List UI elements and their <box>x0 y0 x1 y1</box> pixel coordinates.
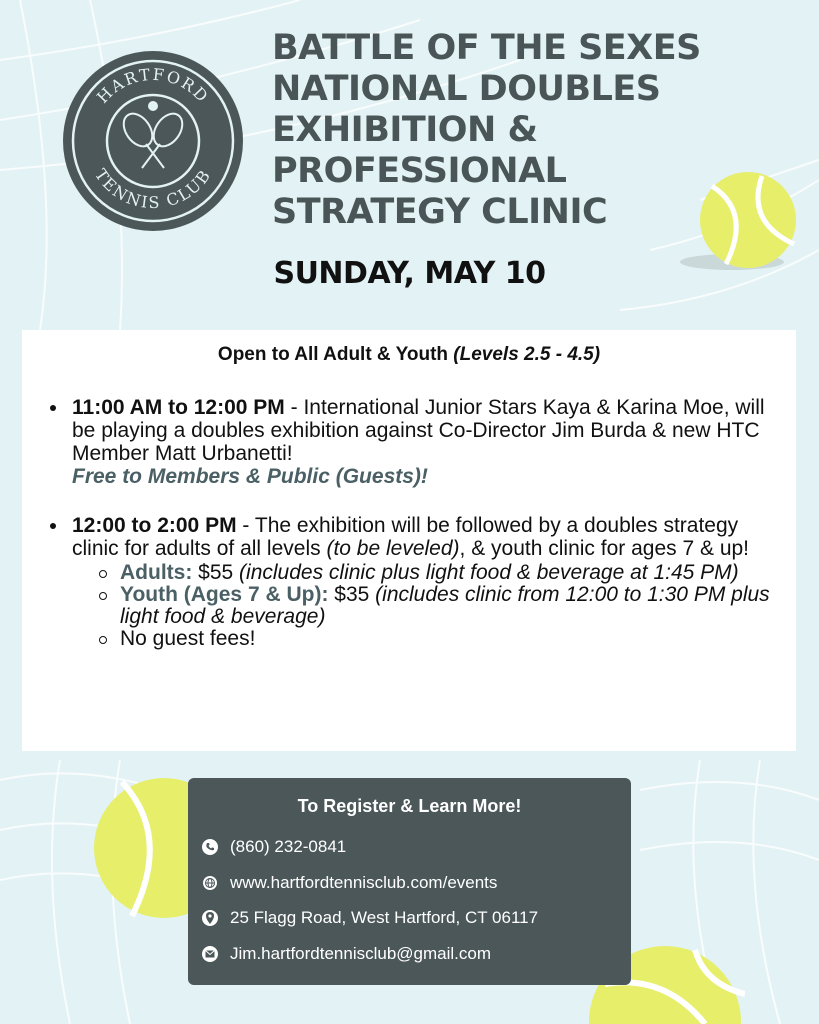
sub-bullet <box>99 592 107 600</box>
sub-detail: (includes clinic plus light food & beverage at 1:45 PM) <box>239 561 739 584</box>
phone-number[interactable]: (860) 232-0841 <box>230 837 347 856</box>
item-description-end: , & youth clinic for ages 7 & up! <box>459 537 750 560</box>
sub-price: $55 <box>192 561 240 584</box>
list-item <box>72 396 782 488</box>
levels-text: (Levels 2.5 - 4.5) <box>453 344 601 365</box>
free-note: Free to Members & Public (Guests)! <box>72 465 428 488</box>
time-slot: 12:00 to 2:00 PM <box>72 514 237 537</box>
phone-icon <box>202 839 218 855</box>
contact-address <box>202 906 538 930</box>
time-slot: 11:00 AM to 12:00 PM <box>72 396 285 419</box>
sub-label: Adults: <box>120 561 193 584</box>
bullet <box>50 405 56 411</box>
registration-panel <box>188 778 631 985</box>
title-line: STRATEGY CLINIC <box>272 192 608 232</box>
hartford-tennis-club-logo <box>62 50 244 232</box>
address-text: 25 Flagg Road, West Hartford, CT 06117 <box>230 908 539 927</box>
sub-detail: (includes clinic from 12:00 to 1:30 PM plus light food & beverage) <box>120 583 770 628</box>
event-details-card <box>22 330 796 751</box>
eligibility-line <box>22 344 796 366</box>
list-item <box>72 514 782 650</box>
title-line: PROFESSIONAL <box>272 151 567 191</box>
title-line: BATTLE OF THE SEXES <box>272 28 701 68</box>
contact-email[interactable] <box>202 942 491 966</box>
email-icon <box>202 946 218 962</box>
sub-bullet <box>99 636 107 644</box>
sub-bullet <box>99 570 107 578</box>
title-line: NATIONAL DOUBLES <box>272 69 661 109</box>
item-description: - The exhibition will be followed by a doubles strategy clinic for adults of all levels <box>72 514 739 560</box>
bullet <box>50 523 56 529</box>
email-address[interactable]: Jim.hartfordtennisclub@gmail.com <box>230 944 492 963</box>
sub-item-youth <box>72 584 782 628</box>
sub-item-guest-fees <box>72 628 782 650</box>
title-line: EXHIBITION & <box>272 110 538 150</box>
event-date: SUNDAY, MAY 10 <box>273 256 546 291</box>
sub-text: No guest fees! <box>120 627 256 650</box>
sub-item-adults <box>72 562 782 584</box>
item-description: - International Junior Stars Kaya & Karina Moe, will be playing a doubles exhibition against Co-Director Jim Burda & new HTC Member Matt Urbanetti! <box>72 396 765 465</box>
schedule-list <box>72 396 782 672</box>
registration-title: To Register & Learn More! <box>297 796 522 816</box>
globe-icon <box>202 875 218 891</box>
sub-price: $35 <box>328 583 376 606</box>
tennis-ball-icon <box>92 776 202 924</box>
location-pin-icon <box>202 910 218 926</box>
item-italic-note: (to be leveled) <box>326 537 460 560</box>
sub-label: Youth (Ages 7 & Up): <box>120 583 329 606</box>
logo-top-text: HARTFORD <box>93 64 213 107</box>
contact-phone[interactable] <box>202 835 346 859</box>
contact-website[interactable] <box>202 871 497 895</box>
website-link[interactable]: www.hartfordtennisclub.com/events <box>230 873 498 892</box>
logo-bottom-text: TENNIS CLUB <box>90 165 216 213</box>
eligibility-text: Open to All Adult & Youth <box>217 344 448 365</box>
